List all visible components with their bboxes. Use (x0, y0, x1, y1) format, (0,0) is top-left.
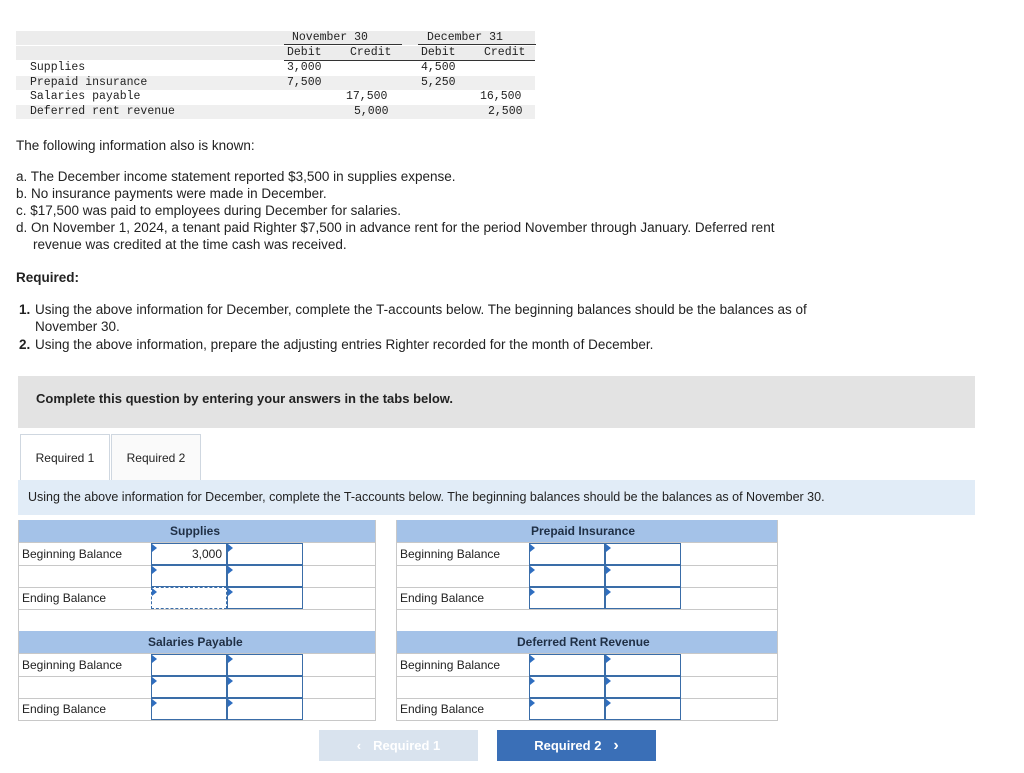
deferred-entry-credit-input[interactable] (605, 676, 681, 698)
period-december: December 31 (427, 31, 503, 44)
nov-credit-value: 17,500 (346, 90, 388, 103)
salaries-ending-debit-input[interactable] (151, 698, 227, 720)
account-name: Supplies (30, 61, 86, 74)
t-account-grid (18, 520, 778, 721)
next-required-button[interactable] (497, 730, 656, 761)
deferred-beginning-debit-input[interactable] (529, 654, 605, 676)
balance-column-header (16, 46, 535, 60)
nov-debit-header: Debit (287, 46, 322, 59)
required-1-text-continued: November 30. (35, 319, 120, 334)
supplies-ending-credit-input[interactable] (227, 587, 303, 609)
account-name: Salaries payable (30, 90, 141, 103)
nov-credit-value: 5,000 (354, 104, 389, 118)
nov-credit-header: Credit (350, 46, 392, 59)
deferred-beginning-credit-input[interactable] (605, 654, 681, 676)
prepaid-ending-debit-input[interactable] (529, 587, 605, 609)
instructions-banner (18, 376, 975, 428)
known-item-b: b. No insurance payments were made in December. (16, 186, 327, 201)
prepaid-beginning-label: Beginning Balance (400, 547, 501, 561)
nov-debit-value: 3,000 (287, 61, 322, 74)
prepaid-insurance-header (396, 520, 777, 542)
banner-text: Complete this question by entering your answers in the tabs below. (36, 391, 454, 406)
deferred-beginning-label: Beginning Balance (400, 658, 501, 672)
known-item-d-continued: revenue was credited at the time cash was received. (33, 237, 347, 252)
dec-debit-value: 5,250 (421, 75, 456, 89)
salaries-beginning-credit-input[interactable] (227, 654, 303, 676)
known-item-d: d. On November 1, 2024, a tenant paid Righter $7,500 in advance rent for the period November through January. Deferred rent (16, 220, 775, 235)
tab-required-2-label: Required 2 (126, 450, 186, 465)
previous-required-label: Required 1 (373, 738, 441, 753)
required-2-text: Using the above information, prepare the adjusting entries Righter recorded for the month of December. (35, 337, 654, 352)
balance-row (16, 105, 535, 120)
balance-row (16, 76, 535, 91)
next-required-label: Required 2 (534, 738, 602, 753)
tab-instruction (18, 480, 975, 515)
period-november: November 30 (292, 31, 368, 44)
dec-credit-value: 2,500 (488, 104, 523, 118)
dec-credit-value: 16,500 (480, 90, 522, 103)
account-name: Prepaid insurance (30, 75, 148, 89)
supplies-title: Supplies (170, 524, 221, 538)
supplies-beginning-label: Beginning Balance (22, 547, 123, 561)
deferred-ending-debit-input[interactable] (529, 698, 605, 720)
tab-instruction-text: Using the above information for December, complete the T-accounts below. The beginning balances should be the balances as of November 30. (28, 490, 825, 504)
salaries-entry-debit-input[interactable] (151, 676, 227, 698)
required-2-number: 2. (19, 337, 31, 352)
prepaid-beginning-credit-input[interactable] (605, 543, 681, 565)
previous-required-button[interactable] (319, 730, 478, 761)
deferred-ending-label: Ending Balance (400, 702, 485, 716)
known-intro: The following information also is known: (16, 138, 255, 153)
salaries-ending-credit-input[interactable] (227, 698, 303, 720)
nov-debit-value: 7,500 (287, 75, 322, 89)
balance-row (16, 61, 535, 76)
supplies-beginning-credit-input[interactable] (227, 543, 303, 565)
supplies-entry-debit-input[interactable] (151, 565, 227, 587)
supplies-beginning-debit-input[interactable]: 3,000 (151, 543, 227, 565)
salaries-beginning-label: Beginning Balance (22, 658, 123, 672)
prepaid-entry-debit-input[interactable] (529, 565, 605, 587)
salaries-beginning-debit-input[interactable] (151, 654, 227, 676)
prepaid-insurance-title: Prepaid Insurance (531, 524, 636, 538)
prepaid-ending-label: Ending Balance (400, 591, 485, 605)
tab-required-1[interactable] (20, 434, 110, 480)
supplies-header (18, 520, 375, 542)
known-item-c: c. $17,500 was paid to employees during December for salaries. (16, 203, 401, 218)
supplies-entry-credit-input[interactable] (227, 565, 303, 587)
required-1-text: Using the above information for December, complete the T-accounts below. The beginning balances should be the balances as of (35, 302, 807, 317)
required-heading: Required: (16, 270, 80, 285)
balance-period-header (16, 31, 535, 45)
salaries-payable-header (18, 631, 375, 653)
deferred-entry-debit-input[interactable] (529, 676, 605, 698)
chevron-right-icon: › (613, 736, 619, 754)
dec-debit-header: Debit (421, 46, 456, 59)
deferred-rent-revenue-title: Deferred Rent Revenue (517, 635, 650, 649)
required-1-number: 1. (19, 302, 31, 317)
supplies-ending-debit-input[interactable] (151, 587, 227, 609)
dec-debit-value: 4,500 (421, 61, 456, 74)
salaries-ending-label: Ending Balance (22, 702, 107, 716)
tab-required-2[interactable] (111, 434, 201, 480)
chevron-left-icon: ‹ (356, 738, 362, 753)
dec-credit-header: Credit (484, 46, 526, 59)
salaries-payable-title: Salaries Payable (148, 635, 243, 649)
balance-row (16, 90, 535, 105)
salaries-entry-credit-input[interactable] (227, 676, 303, 698)
deferred-rent-revenue-header (396, 631, 777, 653)
account-name: Deferred rent revenue (30, 104, 175, 118)
tab-required-1-label: Required 1 (35, 450, 95, 465)
prepaid-ending-credit-input[interactable] (605, 587, 681, 609)
prepaid-entry-credit-input[interactable] (605, 565, 681, 587)
deferred-ending-credit-input[interactable] (605, 698, 681, 720)
supplies-ending-label: Ending Balance (22, 591, 107, 605)
prepaid-beginning-debit-input[interactable] (529, 543, 605, 565)
known-item-a: a. The December income statement reported $3,500 in supplies expense. (16, 169, 456, 184)
